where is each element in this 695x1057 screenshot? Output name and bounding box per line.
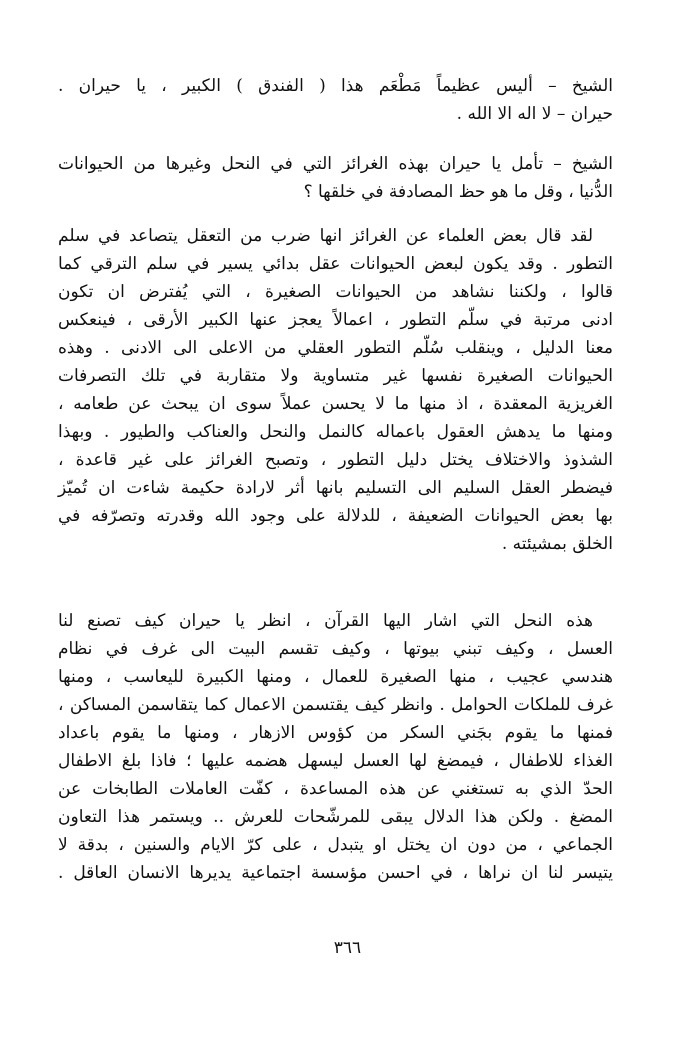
text-line: العسل ، وكيف تبني بيوتها ، وكيف تقسم البيت الى غرف في نظام	[58, 639, 613, 659]
dialogue-line: حيران – لا اله الا الله .	[456, 104, 613, 124]
text-line: ادنى مرتبة في سلّم التطور ، اعمالاً يعجز عنها الكبير الأرقى ، فينعكس	[58, 310, 613, 330]
text-line: الشذوذ والاختلاف يختل دليل التطور ، وتصبح الغرائز على غير قاعدة ،	[58, 450, 613, 470]
dialogue-block-1	[58, 72, 613, 128]
text-line: فمنها ما يقوم بجَني السكر من كؤوس الازهار ، ومنها ما يقوم باعداد	[58, 723, 613, 743]
dialogue-block-2	[58, 150, 613, 206]
text-line: فيضطر العقل السليم الى التسليم بانها أثر لارادة حكيمة شاءت ان تُميّز	[58, 478, 613, 498]
text-line: ومنها ما يدهش العقول باعماله كالنمل والنحل والعناكب والطيور . وبهذا	[58, 422, 613, 442]
text-line: الحيوانات الصغيرة نفسها غير متساوية ولا متقاربة في تلك التصرفات	[58, 366, 613, 386]
text-line: التطور . وقد يكون لبعض الحيوانات عقل بدائي يسير في سلم الترقي كما	[58, 254, 613, 274]
text-line: غرف للملكات الحوامل . وانظر كيف يقتسمن الاعمال كما يتقاسمن المساكن ،	[58, 695, 613, 715]
text-line: هندسي عجيب ، منها الصغيرة للعمال ، ومنها الكبيرة لليعاسب ، ومنها	[58, 667, 613, 687]
body-paragraph-2	[58, 607, 613, 887]
dialogue-line: الدُّنيا ، وقل ما هو حظ المصادفة في خلقها ؟	[303, 182, 613, 202]
text-line: يتيسر لنا ان نراها ، في احسن مؤسسة اجتماعية يديرها الانسان العاقل .	[58, 863, 613, 883]
text-line: الغريزية المعقدة ، اذ منها ما لا يحسن عملاً سوى ان يبحث عن طعامه ،	[58, 394, 613, 414]
text-line: هذه النحل التي اشار اليها القرآن ، انظر يا حيران كيف تصنع لنا	[58, 611, 593, 631]
dialogue-line: الشيخ – أليس عظيماً مَطْعَم هذا ( الفندق ) الكبير ، يا حيران .	[58, 76, 613, 96]
text-line: معنا الدليل ، وينقلب سُلّم التطور العقلي من الاعلى الى الادنى . وهذه	[58, 338, 613, 358]
text-line: المضغ . ولكن هذا الدلال يبقى للمرشّحات للعرش .. ويستمر هذا التعاون	[58, 807, 613, 827]
body-paragraph-1	[58, 222, 613, 558]
text-line: الغذاء للاطفال ، فيمضغ لها العسل ليسهل هضمه عليها ؛ فاذا بلغ الاطفال	[58, 751, 613, 771]
text-line: الخلق بمشيئته .	[501, 534, 613, 554]
text-line: بها بعض الحيوانات الضعيفة ، للدلالة على وجود الله وقدرته وتصرّفه في	[58, 506, 613, 526]
dialogue-line: الشيخ – تأمل يا حيران بهذه الغرائز التي في النحل وغيرها من الحيوانات	[58, 154, 613, 174]
text-line: الجماعي ، من دون ان يختل او يتبدل ، على كرّ الايام والسنين ، بدقة لا	[58, 835, 613, 855]
text-line: الحدّ الذي به تستغني عن هذه المساعدة ، كفّت العاملات الطابخات عن	[58, 779, 613, 799]
text-line: قالوا ، ولكننا نشاهد من الحيوانات الصغيرة ، التي يُفترض ان تكون	[58, 282, 613, 302]
page-number: ٣٦٦	[333, 938, 362, 958]
text-line: لقد قال بعض العلماء عن الغرائز انها ضرب من التعقل يتصاعد في سلم	[58, 226, 593, 246]
